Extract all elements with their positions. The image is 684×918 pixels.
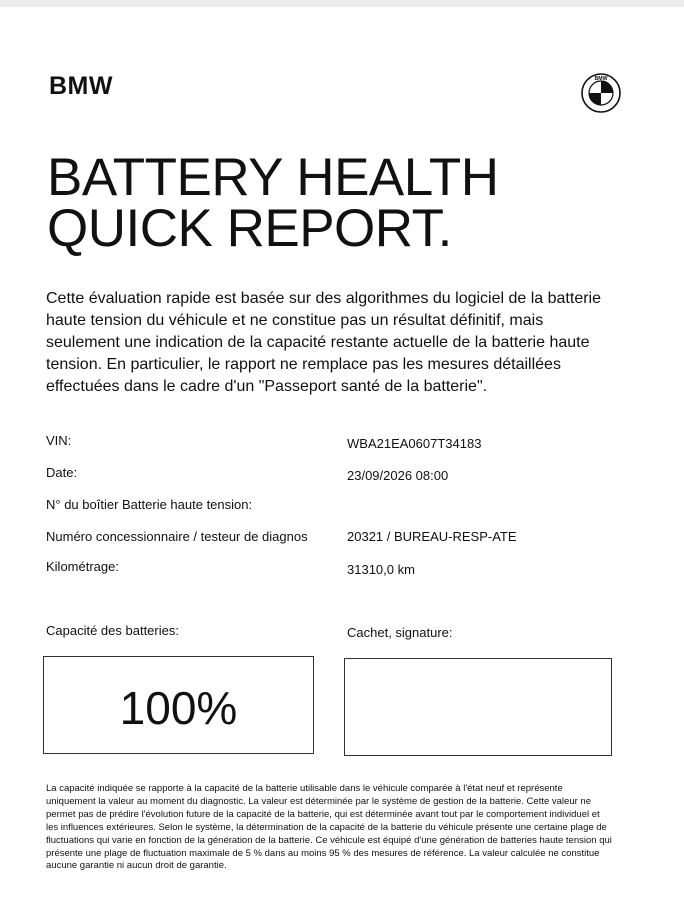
capacity-value: 100% xyxy=(119,682,238,734)
title-line-1: BATTERY HEALTH xyxy=(47,148,499,207)
dealer-tester-label: Numéro concessionnaire / testeur de diagnos xyxy=(46,529,308,544)
stamp-label: Cachet, signature: xyxy=(347,625,453,640)
mileage-label: Kilométrage: xyxy=(46,559,119,574)
brand-name: BMW xyxy=(49,72,113,100)
title-line-2: QUICK REPORT. xyxy=(47,199,452,258)
vin-label: VIN: xyxy=(46,433,72,448)
scan-top-edge xyxy=(0,0,684,7)
vin-value: WBA21EA0607T34183 xyxy=(347,436,482,451)
mileage-value: 31310,0 km xyxy=(347,562,415,577)
intro-paragraph: Cette évaluation rapide est basée sur des algorithmes du logiciel de la batterie haute tension du véhicule et ne constitue pas un résultat définitif, mais seulement une indication de la capacité restante actuelle de la batterie haute tension. En particulier, le rapport ne remplace pas les mesures détaillées effectuées dans le cadre d'un "Passeport santé de la batterie". xyxy=(46,290,601,395)
date-value: 23/09/2026 08:00 xyxy=(347,468,449,483)
logo-letters: BMW xyxy=(594,75,608,82)
dealer-tester-value: 20321 / BUREAU-RESP-ATE xyxy=(347,529,517,544)
battery-box-number-label: N° du boîtier Batterie haute tension: xyxy=(46,497,253,512)
bmw-roundel-icon xyxy=(581,73,621,113)
capacity-label: Capacité des batteries: xyxy=(46,623,179,638)
report-title xyxy=(47,148,499,258)
disclaimer-footnote: La capacité indiquée se rapporte à la capacité de la batterie utilisable dans le véhicule comparée à l'état neuf et représente uniquement la valeur au moment du diagnostic. La valeur est déterminée par le système de gestion de la batterie. Cette valeur ne permet pas de prédire l'évolution future de la capacité de la batterie, qui est déterminée avant tout par le comportement individuel et les influences extérieures. Selon le système, la détermination de la capacité de la batterie du véhicule présente une certaine plage de fluctuations qui varie en fonction de la génération de la batterie. Ce véhicule est équipé d'une génération de batteries haute tension qui présente une plage de fluctuation maximale de 5 % dans au moins 95 % des mesures de référence. La valeur calculée ne constitue aucune garantie ni aucun droit de garantie. xyxy=(46,783,612,872)
stamp-signature-box xyxy=(344,658,612,756)
date-label: Date: xyxy=(46,465,78,480)
capacity-box xyxy=(43,656,314,754)
